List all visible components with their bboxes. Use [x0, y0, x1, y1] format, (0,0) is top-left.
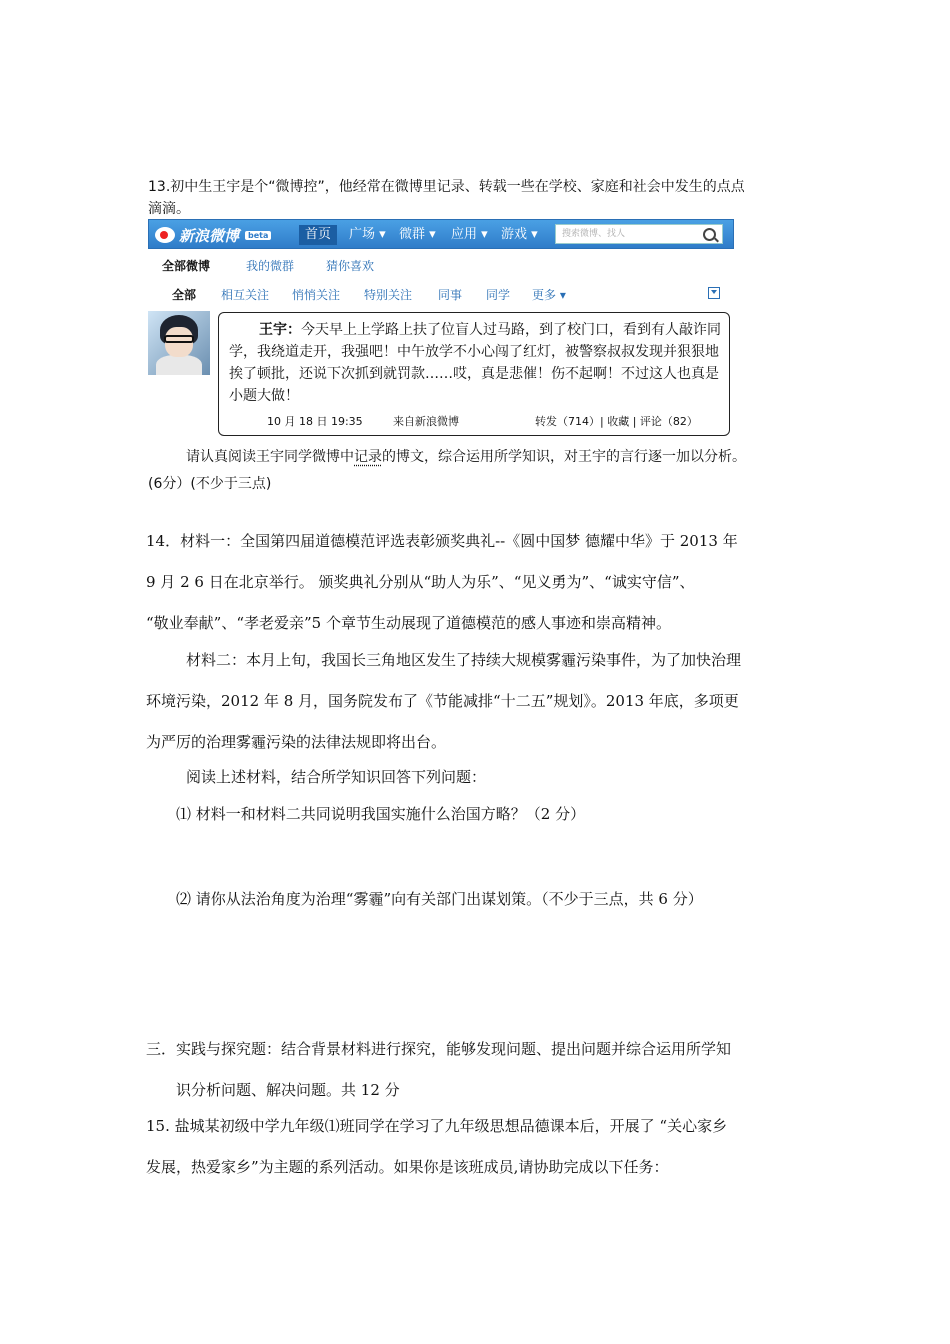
filter-special[interactable]: 特别关注: [364, 288, 413, 302]
filter-mutual[interactable]: 相互关注: [221, 288, 270, 302]
nav-apps[interactable]: 应用 ▾: [451, 227, 488, 242]
q15-line-2: 发展，热爱家乡”为主题的系列活动。如果你是该班成员,请协助完成以下任务：: [146, 1158, 669, 1176]
weibo-post: [218, 312, 730, 436]
filter-all[interactable]: 全部: [172, 288, 197, 302]
question-13-prompt: 请认真阅读王宇同学微博中记录的博文，综合运用所学知识，对王宇的言行逐一加以分析。(6分）(不少于三点): [148, 449, 746, 492]
q14-line-2: 9 月 2 6 日在北京举行。 颁奖典礼分别从“助人为乐”、“见义勇为”、“诚实守信”、: [146, 573, 695, 591]
weibo-search-input[interactable]: 搜索微博、找人: [555, 224, 723, 244]
question-13-intro: 13.初中生王宇是个“微博控”，他经常在微博里记录、转载一些在学校、家庭和社会中发生的点点滴滴。: [148, 179, 745, 217]
section-3-heading: 三．实践与探究题：结合背景材料进行探究，能够发现问题、提出问题并综合运用所学知: [146, 1040, 732, 1058]
post-source[interactable]: 来自新浪微博: [393, 415, 459, 428]
nav-square[interactable]: 广场 ▾: [349, 227, 386, 242]
filter-more[interactable]: 更多 ▾: [532, 288, 566, 302]
tab-all-weibo[interactable]: 全部微博: [162, 259, 211, 273]
weibo-eye-icon: [155, 227, 175, 243]
search-icon[interactable]: [703, 228, 716, 241]
q14-line-6: 为严厉的治理雾霾污染的法律法规即将出台。: [146, 733, 447, 751]
section-3-heading-cont: 识分析问题、解决问题。共 12 分: [176, 1081, 400, 1099]
chevron-down-icon[interactable]: [708, 287, 720, 299]
nav-home[interactable]: 首页: [299, 225, 337, 245]
weibo-header-bar: [148, 219, 734, 249]
q14-line-5: 环境污染，2012 年 8 月，国务院发布了《节能减排“十二五”规划》。2013 年底，多项更: [146, 692, 739, 710]
post-stats[interactable]: 转发（714）| 收藏 | 评论（82）: [535, 415, 698, 428]
q14-line-4: 材料二：本月上旬，我国长三角地区发生了持续大规模雾霾污染事件，为了加快治理: [186, 651, 742, 669]
q14-sub-question-2: ⑵ 请你从法治角度为治理“雾霾”向有关部门出谋划策。（不少于三点，共 6 分）: [176, 890, 703, 908]
tab-guess-you-like[interactable]: 猜你喜欢: [326, 259, 375, 273]
q14-sub-question-1: ⑴ 材料一和材料二共同说明我国实施什么治国方略？（2 分）: [176, 805, 586, 823]
q14-line-3: “敬业奉献”、“孝老爱亲”5 个章节生动展现了道德模范的感人事迹和崇高精神。: [146, 614, 671, 632]
nav-weiqun[interactable]: 微群 ▾: [399, 227, 436, 242]
filter-colleague[interactable]: 同事: [438, 288, 463, 302]
q15-line-1: 15. 盐城某初级中学九年级⑴班同学在学习了九年级思想品德课本后，开展了 “关心家乡: [146, 1117, 728, 1135]
filter-quiet[interactable]: 悄悄关注: [292, 288, 341, 302]
weibo-logo[interactable]: 新浪微博 beta: [155, 224, 271, 246]
post-text: 王宇：今天早上上学路上扶了位盲人过马路，到了校门口，看到有人敲诈同学，我绕道走开，我强吧！中午放学不小心闯了红灯，被警察叔叔发现并狠狠地挨了顿批，还说下次抓到就罚款……哎，真是悲催！伤不起啊！不过这人也真是小题大做！: [229, 322, 721, 404]
post-time[interactable]: 10 月 18 日 19:35: [267, 415, 363, 428]
avatar[interactable]: [148, 311, 210, 375]
filter-classmate[interactable]: 同学: [486, 288, 511, 302]
q14-line-1: 14．材料一：全国第四届道德模范评选表彰颁奖典礼--《圆中国梦 德耀中华》于 2013 年: [146, 532, 738, 550]
nav-games[interactable]: 游戏 ▾: [501, 227, 538, 242]
tab-my-weiqun[interactable]: 我的微群: [246, 259, 295, 273]
q14-line-7: 阅读上述材料，结合所学知识回答下列问题：: [186, 768, 487, 786]
